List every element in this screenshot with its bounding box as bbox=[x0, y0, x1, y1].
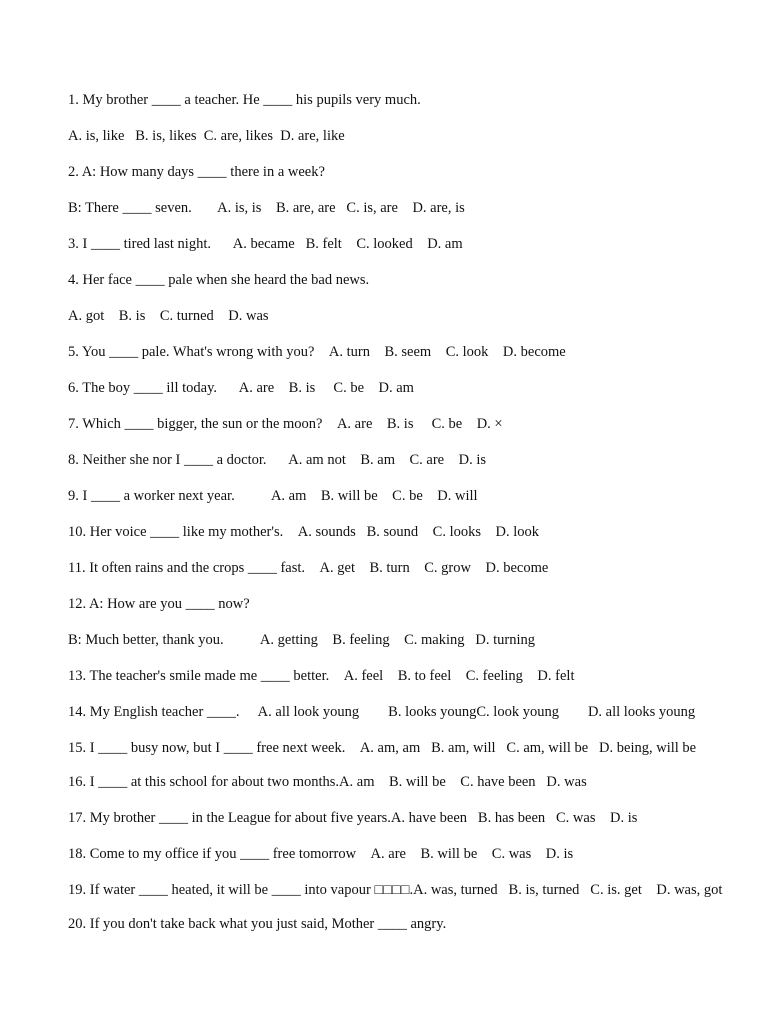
question-19: 19. If water ____ heated, it will be ____ into vapour □□□□.A. was, turned B. is, turned C. is. get D. was, got bbox=[68, 882, 723, 898]
question-18: 18. Come to my office if you ____ free tomorrow A. are B. will be C. was D. is bbox=[68, 846, 574, 862]
question-1-options: A. is, like B. is, likes C. are, likes D. are, like bbox=[68, 128, 345, 144]
question-2-stem: 2. A: How many days ____ there in a week? bbox=[68, 164, 325, 180]
question-list bbox=[36, 90, 726, 950]
question-12-stem: 12. A: How are you ____ now? bbox=[68, 596, 250, 612]
question-4-stem: 4. Her face ____ pale when she heard the bad news. bbox=[68, 272, 370, 288]
question-3: 3. I ____ tired last night. A. became B. felt C. looked D. am bbox=[68, 236, 463, 252]
question-5: 5. You ____ pale. What's wrong with you? A. turn B. seem C. look D. become bbox=[68, 344, 566, 360]
question-7: 7. Which ____ bigger, the sun or the moon? A. are B. is C. be D. × bbox=[68, 416, 503, 432]
question-15: 15. I ____ busy now, but I ____ free next week. A. am, am B. am, will C. am, will be D. being, will be bbox=[68, 740, 697, 756]
question-1-stem: 1. My brother ____ a teacher. He ____ his pupils very much. bbox=[68, 92, 421, 108]
question-11: 11. It often rains and the crops ____ fast. A. get B. turn C. grow D. become bbox=[68, 560, 549, 576]
question-13: 13. The teacher's smile made me ____ better. A. feel B. to feel C. feeling D. felt bbox=[68, 668, 575, 684]
question-17: 17. My brother ____ in the League for about five years.A. have been B. has been C. was D. is bbox=[68, 810, 638, 826]
question-12-options: B: Much better, thank you. A. getting B. feeling C. making D. turning bbox=[68, 632, 535, 648]
question-16: 16. I ____ at this school for about two months.A. am B. will be C. have been D. was bbox=[68, 774, 587, 790]
question-8: 8. Neither she nor I ____ a doctor. A. am not B. am C. are D. is bbox=[68, 452, 487, 468]
question-10: 10. Her voice ____ like my mother's. A. sounds B. sound C. looks D. look bbox=[68, 524, 540, 540]
question-9: 9. I ____ a worker next year. A. am B. will be C. be D. will bbox=[68, 488, 478, 504]
question-4-options: A. got B. is C. turned D. was bbox=[68, 308, 269, 324]
question-6: 6. The boy ____ ill today. A. are B. is C. be D. am bbox=[68, 380, 414, 396]
question-14: 14. My English teacher ____. A. all look young B. looks youngC. look young D. all looks young bbox=[68, 704, 696, 720]
question-2-options: B: There ____ seven. A. is, is B. are, are C. is, are D. are, is bbox=[68, 200, 465, 216]
question-20: 20. If you don't take back what you just said, Mother ____ angry. bbox=[68, 916, 447, 932]
